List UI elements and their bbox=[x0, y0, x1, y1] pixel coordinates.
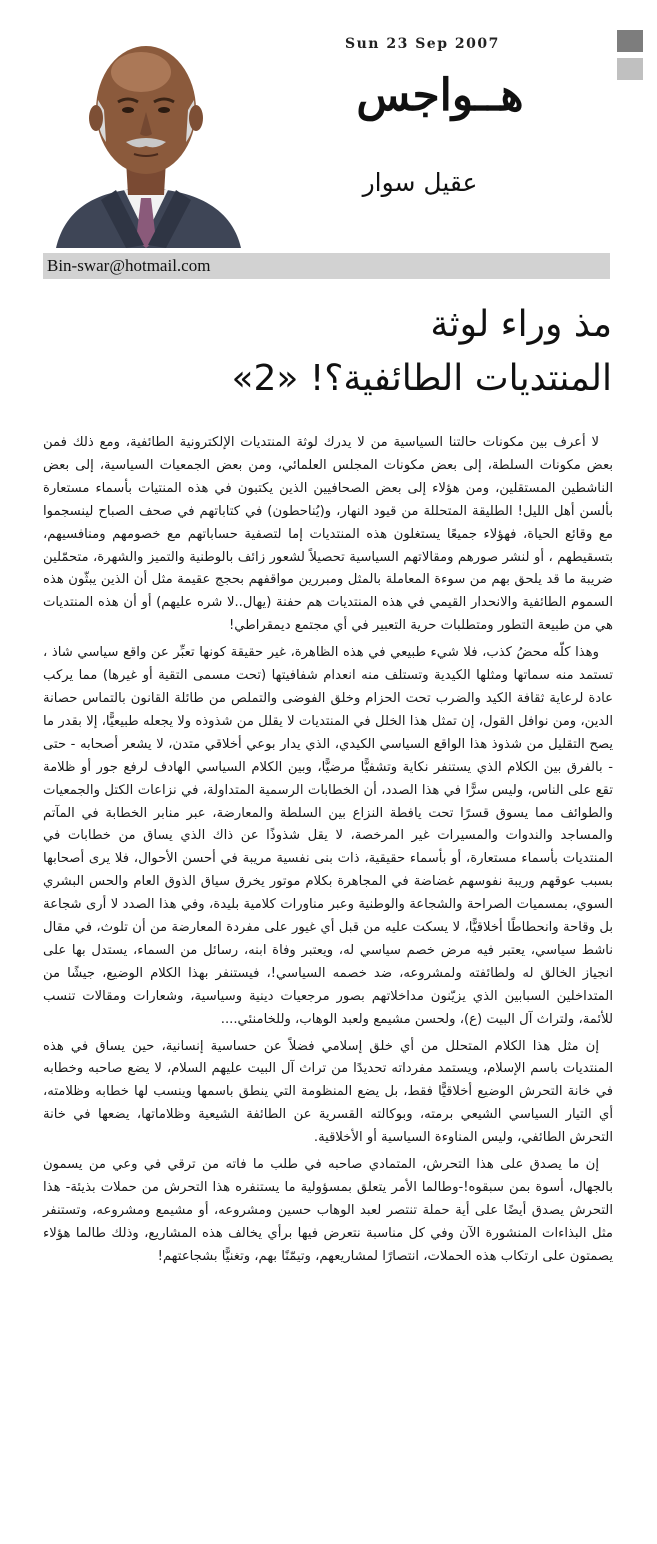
author-email[interactable]: Bin-swar@hotmail.com bbox=[47, 256, 211, 275]
column-name: هــواجس bbox=[356, 70, 524, 121]
article-paragraph: إن ما يصدق على هذا التحرش، المتمادي صاحبه في طلب ما فاته من ترقي في وعي من يسمون بالجهال، أسوة بمن سبقوه!-وطالما الأمر يتعلق بمسؤولية ما يستنفره هذا التحرش من حملات بذيئة- هذا التحرش يصدق أيضًا على أية حملة تنتصر لعبد الوهاب حسين ومشروعه، أو مشيمع ومشروعه، وتستنفر مثل البذاءات المنشورة الآن وفي كل مناسبة نتعرض فيها برأي يخالف هذه المشاريع، وذلك طالما هؤلاء يصمتون على ارتكاب هذه الحملات، انتصارًا لمشاريعهم، وتيمّنًا بهم، وتغنيًّا بشجاعتهم! bbox=[43, 1157, 613, 1264]
email-bar bbox=[43, 253, 610, 279]
article-paragraph: إن مثل هذا الكلام المتحلل من أي خلق إسلامي فضلاً عن حساسية إنسانية، حين يساق في هذه المنتديات باسم الإسلام، ويستمد مفرداته تحديدًا من تراث آل البيت عليهم السلام، لا يضع صاحبه وخطابه في خانة التحرش الوضيع أخلاقيًّا فقط، بل يضع المنظومة التي ينطق باسمها وينسب لها خطابه وظلامته، أي التيار السياسي الشيعي برمته، وبوكالته القسرية عن الطائفة الشيعية وظلاماتها، يضعها في خانة التحرش الطائفي، وليس المناوءة السياسية أو الأخلاقية. bbox=[43, 1038, 613, 1146]
side-tab-dark bbox=[617, 30, 643, 52]
article-title-line-2: المنتديات الطائفية؟! «2» bbox=[231, 358, 612, 399]
author-portrait bbox=[46, 30, 246, 248]
article-body bbox=[43, 432, 613, 1273]
article-title bbox=[100, 300, 612, 408]
side-tab-light bbox=[617, 58, 643, 80]
article-paragraph: لا أعرف بين مكونات حالتنا السياسية من لا يدرك لوثة المنتديات الإلكترونية الطائفية، ومع ذلك فمن بعض مكونات السلطة، إلى بعض مكونات المجلس العلمائي، ومن بعض الجمعيات السياسية، إلى بعض الناشطين المستقلين، ومن هؤلاء إلى بعض الصحافيين الذين يكتبون في هذه المنتيات بأسماء مستعارة بألسن أهل الليل! الطليقة المتحللة من قيود النهار، و(يُناحطون) في كتاباتهم في صحف الصباح لينسجموا مع وقائع الحياة، فهؤلاء جميعًا يستغلون هذه المنتديات إما لتصفية حساباتهم مع خصومهم ومنافسيهم، بتسقيطهم ، أو لنشر صورهم ومقالاتهم السياسية تحصيلاً لشعور زائف بالوطنية والتميز والشهرة، متحمّلين ضريبة ما قد يلحق بهم من سوءة المعاملة بالمثل ومبررين مواقفهم بحجج عقيمة مثل أن الذين يبثّون هذه السموم الطائفية والانحدار القيمي في هذه المنتديات هم حفنة (يهال..لا شره عليهم) أو أن هذه المنتديات هي من طبيعة التطور ومتطلبات حرية التعبير في أي مجتمع ديمقراطي! bbox=[43, 435, 613, 634]
article-title-line-1: مذ وراء لوثة bbox=[430, 304, 612, 345]
author-name: عقيل سوار bbox=[362, 168, 478, 197]
article-paragraph: وهذا كلّه محضُ كذب، فلا شيء طبيعي في هذه الظاهرة، غير حقيقة كونها تعبِّر عن واقع سياسي شاذ ، تستمد منه سماتها ومثلها الكيدية وتستلف منه انعدام شفافيتها (تحت مسمى التقية أو غيرها) مما يركب عادة لرعاية ثقافة الكيد والضرب تحت الحزام وخلق الفوضى والتملص من طائلة القانون بالتماس حصانة الدين، ومن نوافل القول، إن تمثل هذا الخلل في المنتديات لا يقلل من شذوذه ولا يجعله طبيعيًّا، إلا بقدر ما يصح التقليل من شذوذ هذا الواقع السياسي الكيدي، الذي يدار بوعي أخلاقي متدن، لا يشعر أصحابه - حتى - بالفرق بين الكلام الذي يستنفر نكاية وتشفيًّا مرضيًّا، وبين الكلام السياسي الهادف لرفع جور أو ظلامة تقع على الناس، وليس سرًّا في هذا الصدد، أن الخطابات الرسمية المتداولة، في نزاعات الكتل والجمعيات والطوائف مما يسوق قسرًا تحت يافطة النزاع بين السلطة والمعارضة، عبر منابر الخطابة في المآتم والمساجد والندوات والمسيرات غير المرخصة، لا يقل شذوذًا عن ذاك الذي يساق من خطابات في المنتديات بأسماء مستعارة، أو بأسماء حقيقية، ذات بنى نفسية مريبة في أحسن الأحوال، فلا يرى أصحابها بسبب عوقهم وريبة نفوسهم غضاضة في المجاهرة بكلام موتور يخرق سياق الذوق العام والحس البشري السوي، بمسميات الصراحة والشجاعة والوطنية وعبر مناورات كلامية بليدة، وفي هذا الصدد لا أرى شجاعة بل وقاحة وانحطاطًا أخلاقيًّا، لا يسكت عليه من قبل أي غيور على مفردة المعارضة من أن تلوث، في مقال ناشط سياسي، يعتبر فيه مرض خصم سياسي له، ويعتبر وفاة ابنه، رسائل من السماء، يستدل بها على انجياز الخالق له ولطائفته ولمشروعه، ضد خصمه السياسي!، فيستنفر بهذا الكلام الوضيع، جيشًا من المتداخلين السبابين الذي يزيّنون مداخلاتهم بصور مرجعيات دينية وسياسية، وشعارات ومقالات تنسب للأئمة، ولتراث آل البيت (ع)، ولحسن مشيمع ولعبد الوهاب، وللخامنئي.... bbox=[43, 645, 613, 1027]
publication-date: Sun 23 Sep 2007 bbox=[345, 36, 500, 52]
author-portrait-illustration bbox=[46, 30, 246, 248]
